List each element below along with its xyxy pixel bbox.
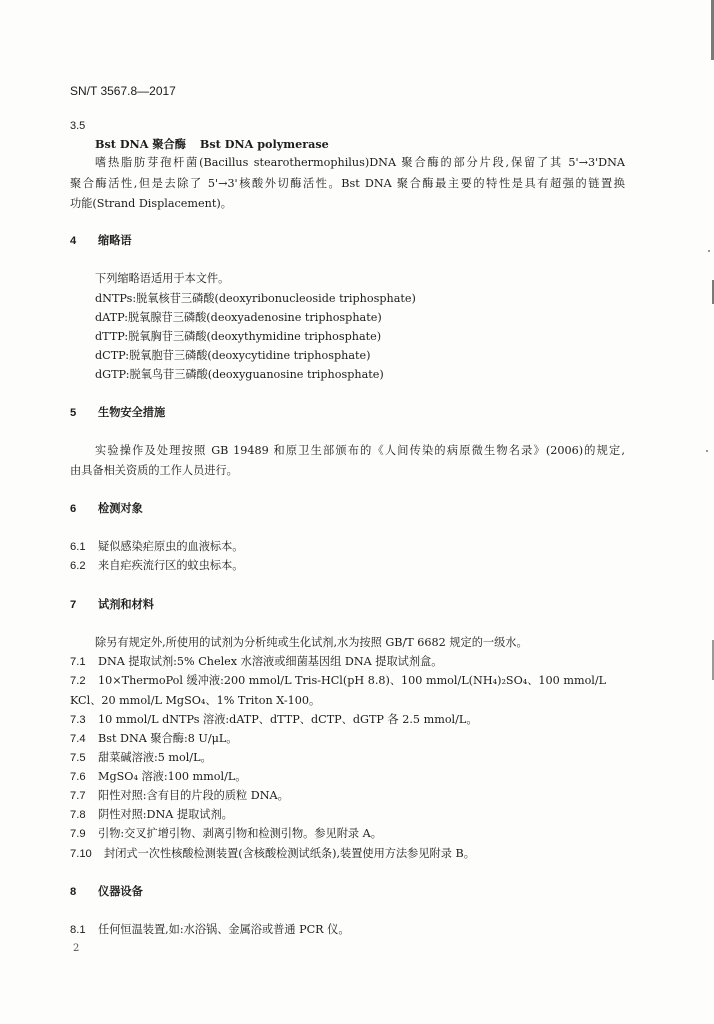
section-8-heading: 8 仪器设备: [70, 886, 143, 898]
term-en: Bst DNA polymerase: [199, 137, 329, 151]
list-item-7-8: 7.8 阴性对照:DNA 提取试剂。: [70, 808, 233, 821]
biosafety-line-1: 实验操作及处理按照 GB 19489 和原卫生部颁布的《人间传染的病原微生物名录》(2006)的规定,: [95, 444, 625, 457]
list-item-7-4: 7.4 Bst DNA 聚合酶:8 U/μL。: [70, 732, 238, 745]
list-item-8-1: 8.1 任何恒温装置,如:水浴锅、金属浴或普通 PCR 仪。: [70, 923, 350, 936]
section-6-heading: 6 检测对象: [70, 503, 143, 515]
abbrev-item: dATP:脱氧腺苷三磷酸(deoxyadenosine triphosphate): [95, 311, 382, 324]
abbrev-item: dCTP:脱氧胞苷三磷酸(deoxycytidine triphosphate): [95, 349, 371, 362]
list-item-7-9: 7.9 引物:交叉扩增引物、剥离引物和检测引物。参见附录 A。: [70, 827, 382, 840]
term-heading: [95, 137, 329, 152]
section-3-5-number: 3.5: [70, 120, 86, 132]
definition-line-2: 聚合酶活性,但是去除了 5'→3'核酸外切酶活性。Bst DNA 聚合酶最主要的特性是具有超强的链置换: [70, 177, 625, 190]
abbrev-item: dGTP:脱氧鸟苷三磷酸(deoxyguanosine triphosphate): [95, 368, 384, 381]
list-item-6-1: 6.1 疑似感染疟原虫的血液标本。: [70, 540, 244, 553]
biosafety-line-2: 由具备相关资质的工作人员进行。: [70, 464, 238, 477]
definition-line-1: 嗜热脂肪芽孢杆菌(Bacillus stearothermophilus)DNA 聚合酶的部分片段,保留了其 5'→3'DNA: [95, 156, 625, 169]
scan-speck: [706, 450, 708, 452]
section-7-heading: 7 试剂和材料: [70, 599, 154, 611]
section-4-heading: 4 缩略语: [70, 235, 132, 247]
abbrev-item: dNTPs:脱氧核苷三磷酸(deoxyribonucleoside triphosphate): [95, 292, 416, 305]
page-number: 2: [73, 943, 80, 954]
list-item-7-5: 7.5 甜菜碱溶液:5 mol/L。: [70, 751, 212, 764]
list-item-6-2: 6.2 来自疟疾流行区的蚊虫标本。: [70, 559, 244, 572]
scan-speck: [708, 250, 710, 252]
list-item-7-3: 7.3 10 mmol/L dNTPs 溶液:dATP、dTTP、dCTP、dGTP 各 2.5 mmol/L。: [70, 713, 478, 726]
list-item-7-1: 7.1 DNA 提取试剂:5% Chelex 水溶液或细菌基因组 DNA 提取试剂盒。: [70, 655, 443, 668]
list-item-7-2: 7.2 10×ThermoPol 缓冲液:200 mmol/L Tris-HCl(pH 8.8)、100 mmol/L(NH₄)₂SO₄、100 mmol/L: [70, 674, 607, 687]
abbrev-item: dTTP:脱氧胸苷三磷酸(deoxythymidine triphosphate): [95, 330, 382, 343]
definition-line-3: 功能(Strand Displacement)。: [70, 197, 232, 210]
reagent-intro: 除另有规定外,所使用的试剂为分析纯或生化试剂,水为按照 GB/T 6682 规定的一级水。: [95, 636, 528, 649]
section-5-heading: 5 生物安全措施: [70, 407, 166, 419]
term-cn: Bst DNA 聚合酶: [95, 137, 186, 151]
abbrev-intro: 下列缩略语适用于本文件。: [95, 272, 230, 285]
list-item-7-6: 7.6 MgSO₄ 溶液:100 mmol/L。: [70, 770, 247, 783]
list-item-7-10: 7.10 封闭式一次性核酸检测装置(含核酸检测试纸条),装置使用方法参见附录 B。: [70, 847, 475, 860]
document-code: SN/T 3567.8—2017: [70, 84, 176, 98]
list-item-7-2-cont: KCl、20 mmol/L MgSO₄、1% Triton X-100。: [70, 694, 321, 707]
list-item-7-7: 7.7 阳性对照:含有目的片段的质粒 DNA。: [70, 789, 289, 802]
